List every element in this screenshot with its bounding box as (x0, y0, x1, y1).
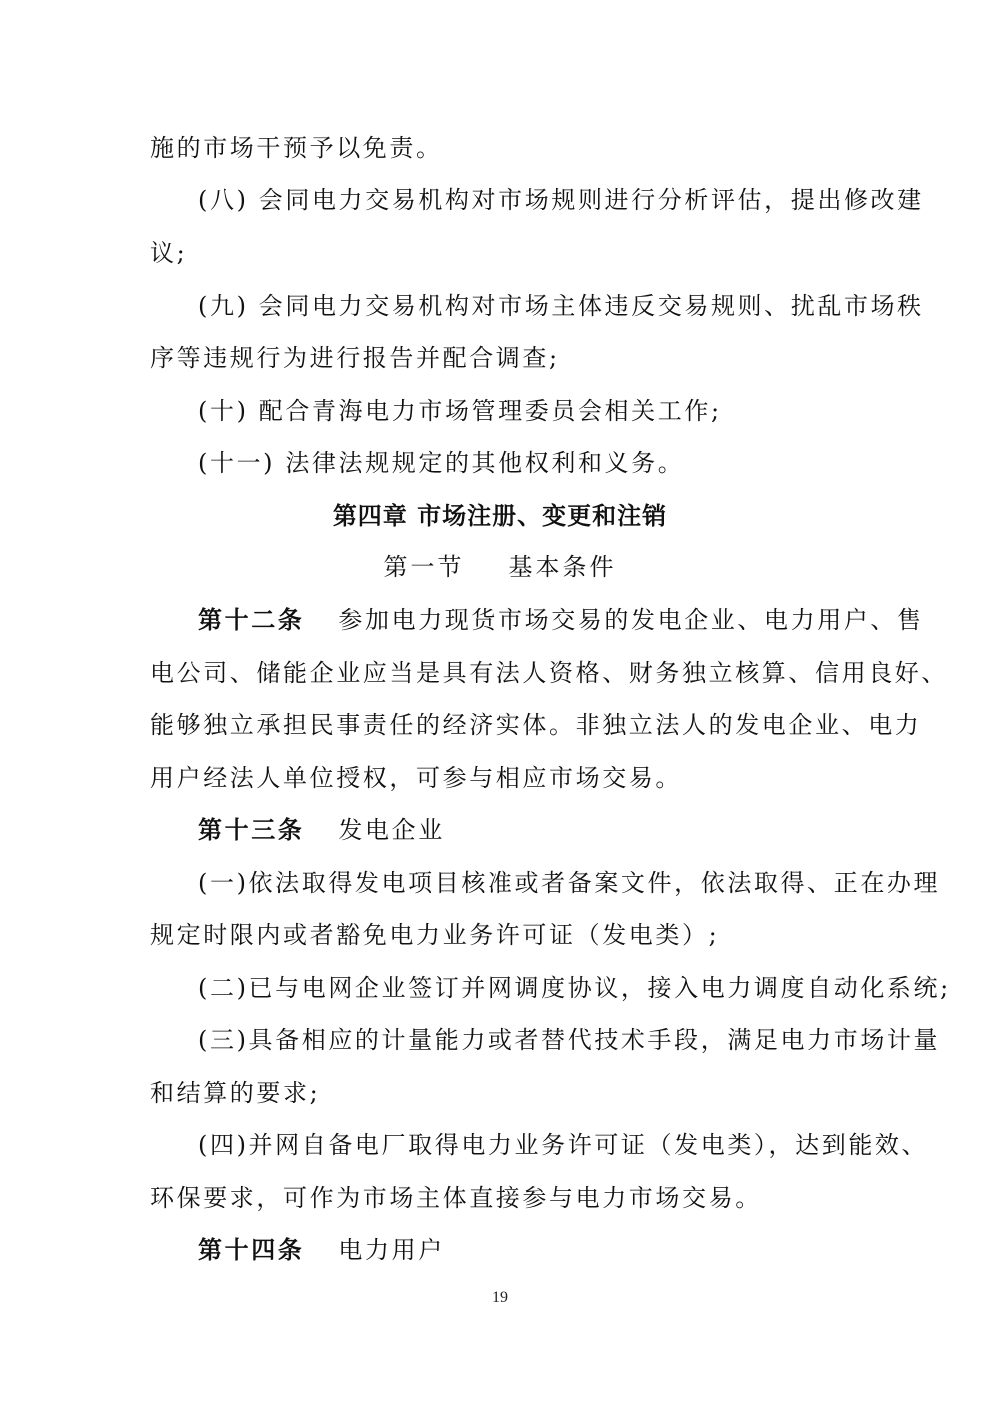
page-number: 19 (492, 1289, 508, 1306)
list-item-line: 和结算的要求; (150, 1079, 321, 1107)
list-item-line: (四)并网自备电厂取得电力业务许可证（发电类），达到能效、 (198, 1131, 929, 1159)
paragraph-line: 电公司、储能企业应当是具有法人资格、财务独立核算、信用良好、 (150, 659, 948, 687)
article-13-heading (198, 813, 850, 847)
list-item-line: 环保要求，可作为市场主体直接参与电力市场交易。 (150, 1184, 762, 1212)
article-12-first-line (198, 603, 924, 637)
paragraph-line: 议; (150, 239, 188, 267)
list-item-line: 规定时限内或者豁免电力业务许可证（发电类）; (150, 921, 720, 949)
section-title: 基本条件 (508, 553, 617, 581)
list-item-line: (二)已与电网企业签订并网调度协议，接入电力调度自动化系统; (198, 974, 951, 1002)
paragraph-line: (八) 会同电力交易机构对市场规则进行分析评估，提出修改建 (198, 186, 924, 214)
paragraph-line: 用户经法人单位授权，可参与相应市场交易。 (150, 764, 682, 792)
article-text: 电力用户 (338, 1236, 445, 1264)
article-text: 发电企业 (338, 816, 445, 844)
article-label: 第十三条 (198, 816, 305, 844)
article-label: 第十二条 (198, 606, 305, 634)
paragraph-line: (十一) 法律法规规定的其他权利和义务。 (198, 449, 685, 477)
article-14-heading (198, 1233, 850, 1267)
paragraph-line: (十) 配合青海电力市场管理委员会相关工作; (198, 397, 722, 425)
section-heading (150, 550, 850, 584)
paragraph-line: 施的市场干预予以免责。 (150, 134, 443, 162)
paragraph-line: (九) 会同电力交易机构对市场主体违反交易规则、扰乱市场秩 (198, 292, 924, 320)
paragraph-line: 能够独立承担民事责任的经济实体。非独立法人的发电企业、电力 (150, 711, 922, 739)
section-number: 第一节 (383, 553, 465, 581)
list-item-line: (三)具备相应的计量能力或者替代技术手段，满足电力市场计量 (198, 1026, 941, 1054)
article-text: 参加电力现货市场交易的发电企业、电力用户、售 (338, 606, 924, 634)
chapter-title: 第四章 市场注册、变更和注销 (332, 502, 668, 530)
paragraph-line: 序等违规行为进行报告并配合调查; (150, 344, 560, 372)
list-item-line: (一)依法取得发电项目核准或者备案文件，依法取得、正在办理 (198, 869, 941, 897)
article-label: 第十四条 (198, 1236, 305, 1264)
